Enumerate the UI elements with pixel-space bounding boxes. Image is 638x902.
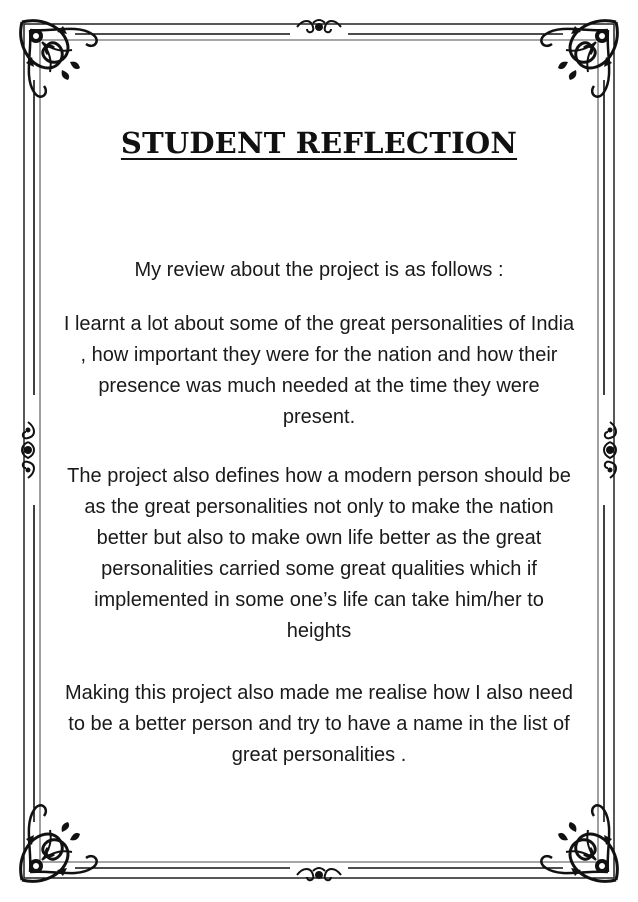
intro-text: My review about the project is as follows : — [134, 259, 504, 281]
reflection-paragraph-3: Making this project also made me realise how I also need to be a better person and try to have a name in the list of great personalities . — [64, 682, 574, 766]
reflection-paragraph-1: I learnt a lot about some of the great personalities of India , how important they were for the nation and how their presence was much needed at the time they were present. — [63, 313, 575, 428]
page-title: STUDENT REFLECTION — [120, 126, 518, 160]
reflection-paragraph-2: The project also defines how a modern person should be as the great personalities not only to make the nation better but also to make own life better as the great personalities carried some great qualities which if implemented in some one’s life can take him/her to heights — [67, 465, 571, 642]
